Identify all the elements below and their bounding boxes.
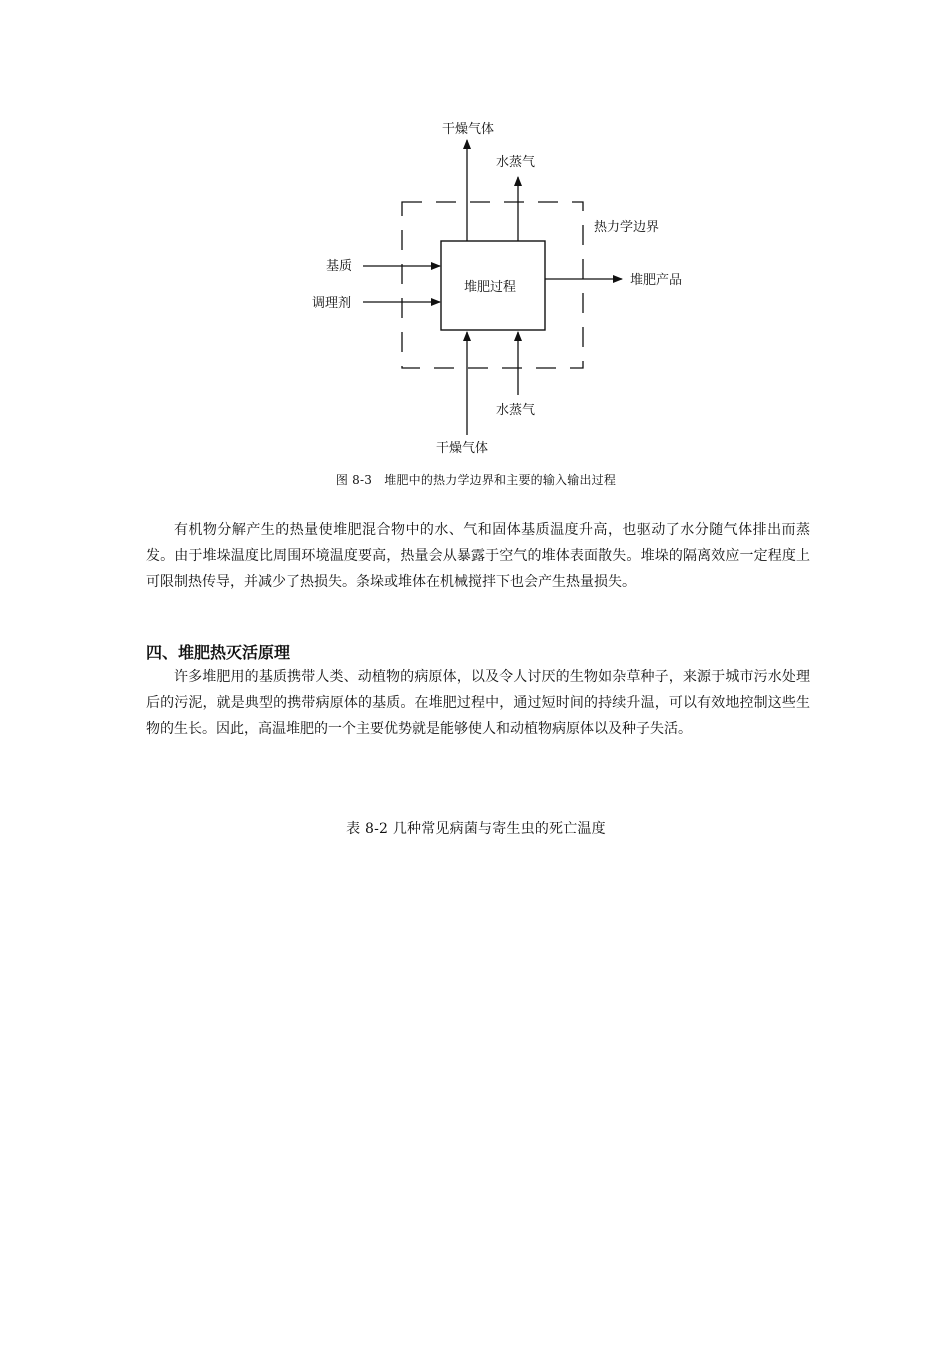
label-process: 堆肥过程 <box>464 280 517 295</box>
paragraph-thermal-inactivation: 许多堆肥用的基质携带人类、动植物的病原体，以及令人讨厌的生物如杂草种子，来源于城市污水处理后的污泥，就是典型的携带病原体的基质。在堆肥过程中，通过短时间的持续升温，可以有效地控制这些生物的生长。因此，高温堆肥的一个主要优势就是能够使人和动植物病原体以及种子失活。 <box>146 669 810 737</box>
label-bottom-vapor: 水蒸气 <box>496 403 536 418</box>
paragraph-heat-loss: 有机物分解产生的热量使堆肥混合物中的水、气和固体基质温度升高，也驱动了水分随气体排出而蒸发。由于堆垛温度比周围环境温度要高，热量会从暴露于空气的堆体表面散失。堆垛的隔离效应一定程度上可限制热传导，并减少了热损失。条垛或堆体在机械搅拌下也会产生热量损失。 <box>146 522 810 590</box>
table-caption: 表 8-2 几种常见病菌与寄生虫的死亡温度 <box>346 821 606 837</box>
figure-caption: 图 8-3 堆肥中的热力学边界和主要的输入输出过程 <box>335 473 617 487</box>
label-top-gas: 干燥气体 <box>442 122 495 137</box>
label-boundary: 热力学边界 <box>594 220 660 235</box>
section-heading: 四、堆肥热灭活原理 <box>146 643 291 662</box>
label-substrate: 基质 <box>326 259 353 274</box>
label-bottom-gas: 干燥气体 <box>436 441 489 456</box>
label-product: 堆肥产品 <box>630 273 683 288</box>
thermodynamic-boundary-diagram <box>0 0 952 470</box>
label-amendment: 调理剂 <box>312 296 352 311</box>
label-top-vapor: 水蒸气 <box>496 155 536 170</box>
